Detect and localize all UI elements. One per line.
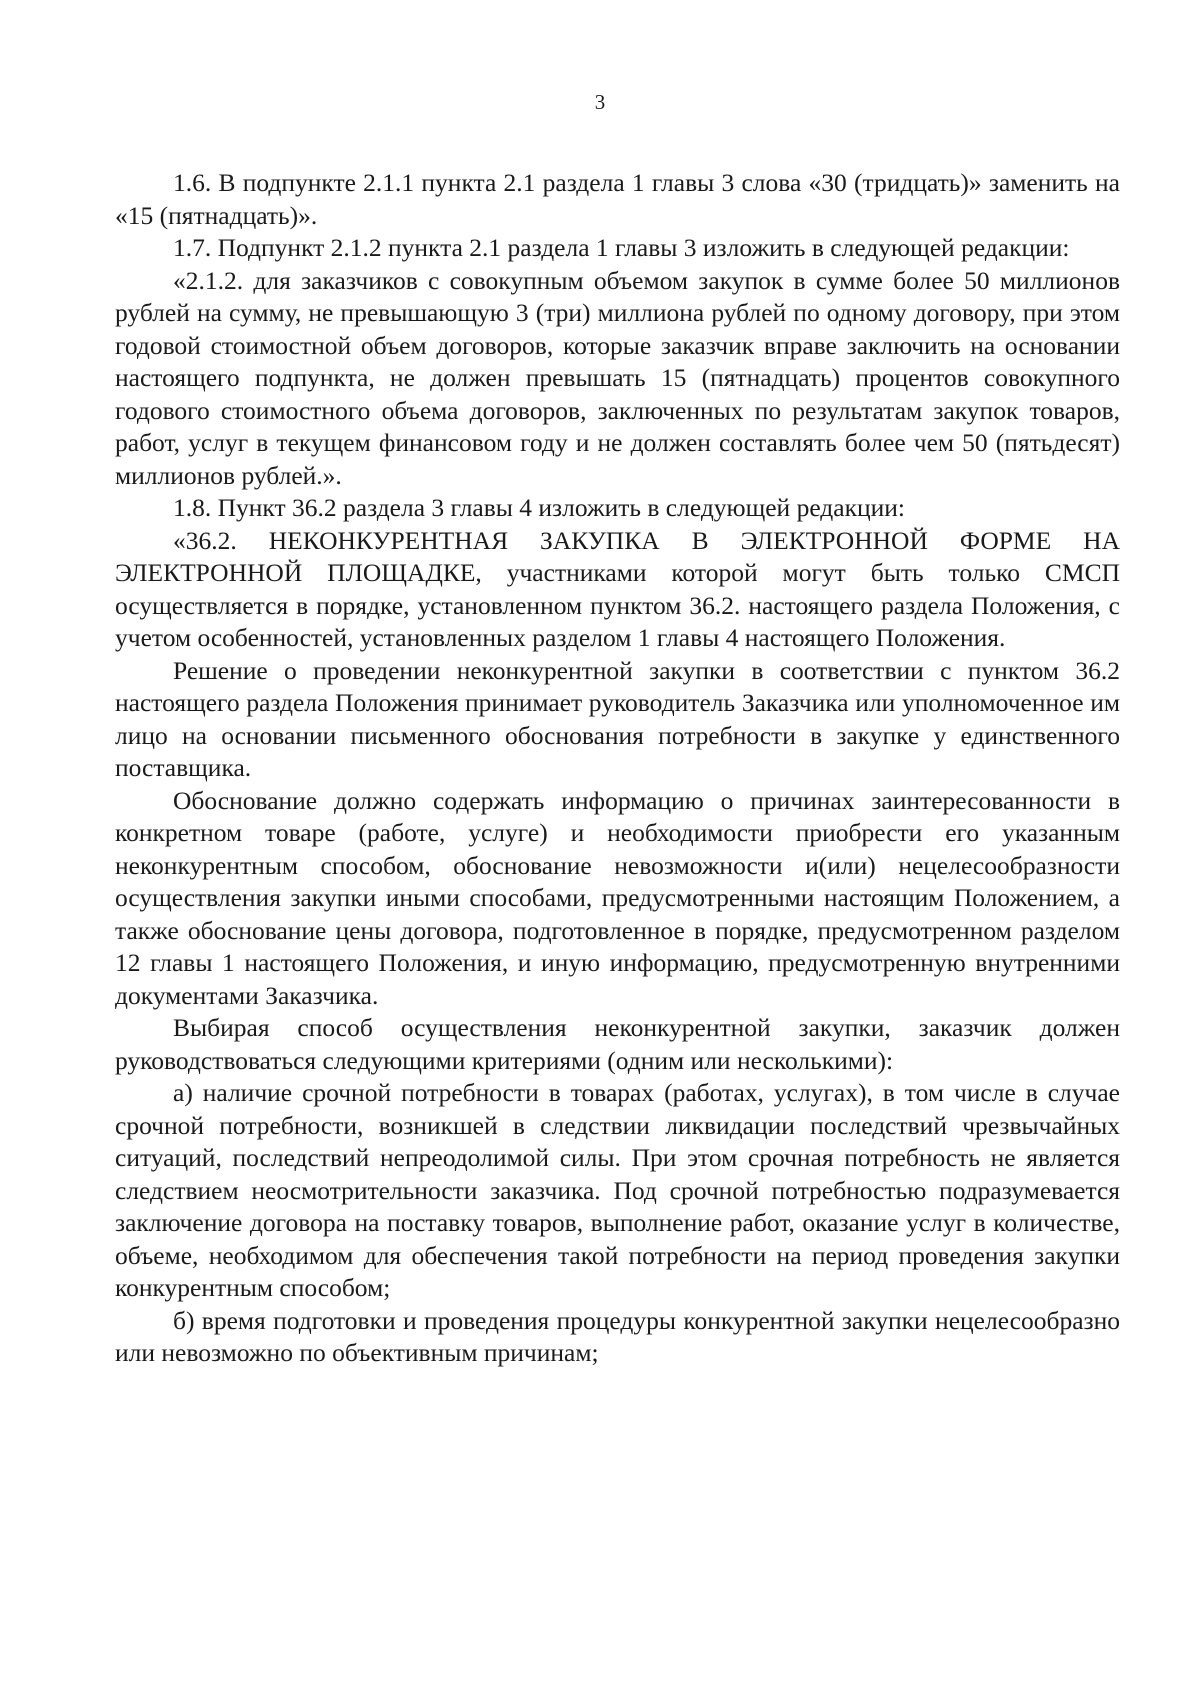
page-number: 3 <box>594 90 606 114</box>
paragraph-1-7: 1.7. Подпункт 2.1.2 пункта 2.1 раздела 1 главы 3 изложить в следующей редакции: <box>173 233 1070 262</box>
paragraph-justification: Обоснование должно содержать информацию о причинах заинтересованности в конкретном товаре (работе, услуге) и необходимости приобрести его указанным неконкурентным способом, обоснование невозможности и(или) нецелесообразности осуществления закупки иными способами, предусмотренными настоящим Положением, а также обоснование цены договора, подготовленное в порядке, предусмотренном разделом 12 главы 1 настоящего Положения, и иную информацию, предусмотренную внутренними документами Заказчика. <box>115 785 1120 1010</box>
paragraph-decision: Решение о проведении неконкурентной закупки в соответствии с пунктом 36.2 настоящего раздела Положения принимает руководитель Заказчика или уполномоченное им лицо на основании письменного обоснования потребности в закупке у единственного поставщика. <box>115 655 1120 782</box>
paragraph-1-8: 1.8. Пункт 36.2 раздела 3 главы 4 изложить в следующей редакции: <box>173 493 906 522</box>
paragraph-36-2-text: «36.2. НЕКОНКУРЕНТНАЯ ЗАКУПКА В ЭЛЕКТРОННОЙ ФОРМЕ НА ЭЛЕКТРОННОЙ ПЛОЩАДКЕ, участниками которой могут быть только СМСП осуществляется в порядке, установленном пунктом 36.2. настоящего раздела Положения, с учетом особенностей, установленных разделом 1 главы 4 настоящего Положения. <box>115 525 1120 652</box>
paragraph-1-6: 1.6. В подпункте 2.1.1 пункта 2.1 раздела 1 главы 3 слова «30 (тридцать)» заменить на «15 (пятнадцать)». <box>115 168 1120 230</box>
paragraph-criterion-b: б) время подготовки и проведения процедуры конкурентной закупки нецелесообразно или невозможно по объективным причинам; <box>115 1305 1120 1367</box>
document-body <box>115 167 1120 1370</box>
paragraph-2-1-2-text: «2.1.2. для заказчиков с совокупным объемом закупок в сумме более 50 миллионов рублей на сумму, не превышающую 3 (три) миллиона рублей по одному договору, при этом годовой стоимостной объем договоров, которые заказчик вправе заключить на основании настоящего подпункта, не должен превышать 15 (пятнадцать) процентов совокупного годового стоимостного объема договоров, заключенных по результатам закупок товаров, работ, услуг в текущем финансовом году и не должен составлять более чем 50 (пятьдесят) миллионов рублей.». <box>115 265 1120 490</box>
paragraph-criteria-intro: Выбирая способ осуществления неконкурентной закупки, заказчик должен руководствоваться следующими критериями (одним или несколькими): <box>115 1013 1120 1075</box>
paragraph-criterion-a: а) наличие срочной потребности в товарах (работах, услугах), в том числе в случае срочной потребности, возникшей в следствии ликвидации последствий чрезвычайных ситуаций, последствий непреодолимой силы. При этом срочная потребность не является следствием неосмотрительности заказчика. Под срочной потребностью подразумевается заключение договора на поставку товаров, выполнение работ, оказание услуг в количестве, объеме, необходимом для обеспечения такой потребности на период проведения закупки конкурентным способом; <box>115 1078 1120 1302</box>
